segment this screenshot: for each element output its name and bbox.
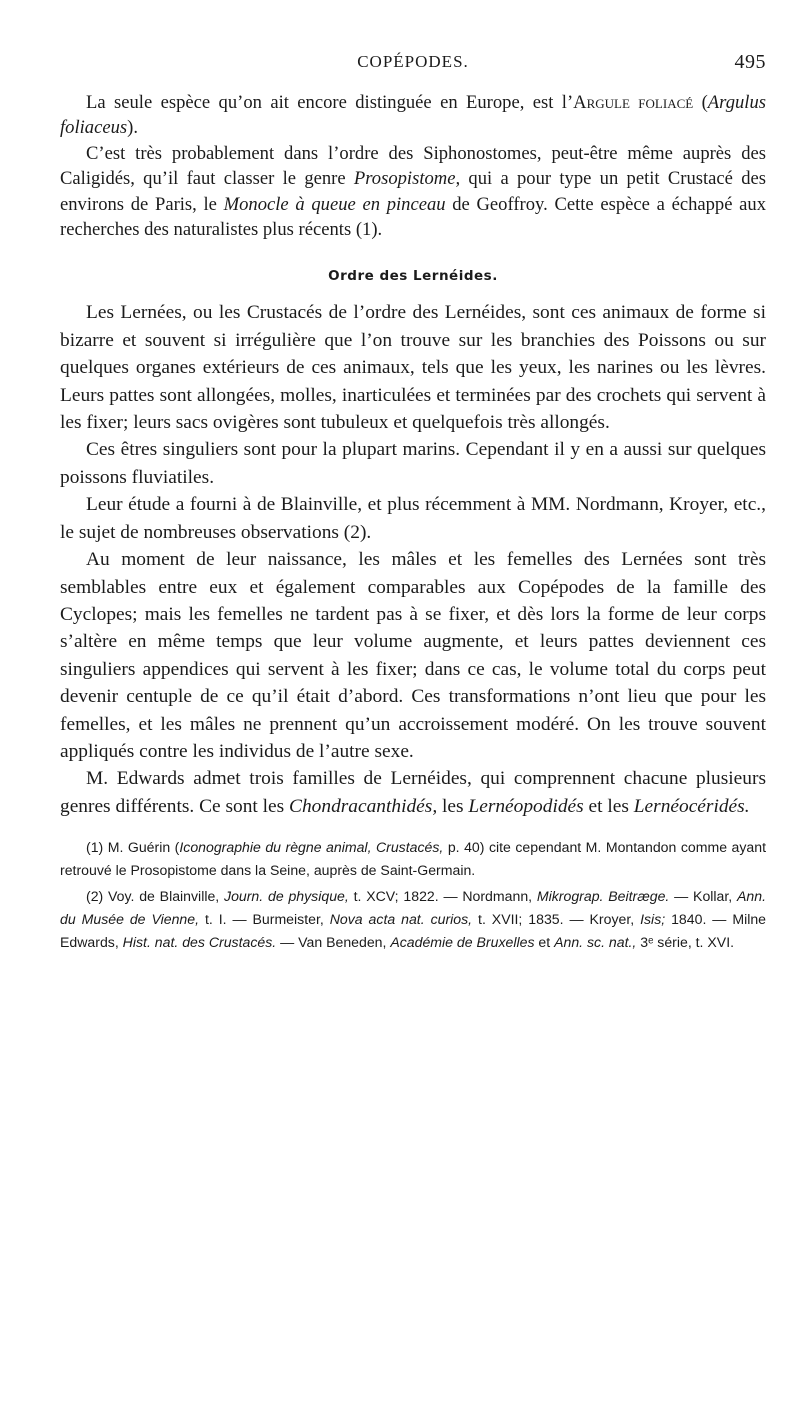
text-run: de Geoffroy. Cette espèce a échappé aux recherches des naturalistes plus récents (1). [60,193,767,241]
page-header [60,52,766,90]
text-run: — Kollar, [669,888,738,905]
text-run: La seule espèce qu’on ait encore distinguée en Europe, est l’ [86,92,574,113]
paragraph [60,141,766,243]
italic-text: Lernéocéridés. [633,795,750,817]
text-run: 1840. — Milne Edwards, [60,911,767,951]
text-run: et les [583,795,634,817]
running-title: COPÉPODES. [357,52,469,71]
footnotes [60,836,766,954]
text-run: 3ᵉ série, t. XVI. [636,934,735,951]
text-run: — Van Beneden, [276,934,391,951]
italic-text: Ann. sc. nat., [554,934,637,951]
italic-text: Argulus foliaceus [60,92,766,139]
footnote [60,885,766,954]
text-run: Ces êtres singuliers sont pour la plupart marins. Cependant il y en a aussi sur quelques poissons fluviatiles. [60,439,766,488]
paragraph [60,546,766,765]
italic-text: Monocle à queue en pinceau [223,193,446,215]
italic-text: Isis; [640,911,666,928]
text-run: les [437,795,469,817]
italic-text: Prosopistome, [353,168,461,190]
text-run: qui a pour type un petit Crustacé des environs de Paris, le [60,168,766,215]
paragraph [60,765,766,820]
text-run: Leur étude a fourni à de Blainville, et plus récemment à MM. Nordmann, Kroyer, etc., le sujet de nombreuses observations (2). [60,494,766,543]
text-run: C’est très probablement dans l’ordre des Siphonostomes, peut-être même auprès des Caligidés, qu’il faut classer le genre [60,142,766,190]
paragraph [60,436,766,491]
small-caps-text: Argule foliacé [573,92,694,113]
paragraph [60,491,766,546]
text-run: ). [127,117,138,139]
italic-text: Iconographie du règne animal, Crustacés, [179,839,444,856]
page-number: 495 [734,51,766,73]
main-text [60,299,766,820]
text-run: et [534,934,555,951]
italic-text: Mikrograp. Beitræge. [536,888,670,905]
italic-text: Ann. du Musée de Vienne, [60,888,767,928]
text-run: Les Lernées, ou les Crustacés de l’ordre des Lernéides, sont ces animaux de forme si bizarre et souvent si irrégulière que l’on trouve sur les branchies des Poissons ou sur quelques organes extérieurs de ces animaux, tels que les yeux, les narines ou les lèvres. Leurs pattes sont allongées, molles, inarticulées et terminées par des crochets qui servent à les fixer; leurs sacs ovigères sont tubuleux et quelquefois très allongés. [60,302,766,434]
text-run: p. 40) cite cependant M. Montandon comme ayant retrouvé le Prosopistome dans la Seine, auprès de Saint-Germain. [60,839,767,879]
text-run: (2) Voy. de Blainville, [86,888,225,905]
italic-text: Académie de Bruxelles [390,934,535,951]
italic-text: Journ. de physique, [224,888,349,905]
text-run: ( [693,92,708,113]
italic-text: Nova acta nat. curios, [329,911,473,928]
section-title: Ordre des Lernéides. [328,268,498,285]
italic-text: Hist. nat. des Crustacés. [122,934,277,951]
footnote [60,836,766,882]
text-run: M. Edwards admet trois familles de Lernéides, qui comprennent chacune plusieurs genres différents. Ce sont les [60,768,766,817]
paragraph [60,299,766,436]
text-run: t. XVII; 1835. — Kroyer, [472,911,641,928]
text-run: t. I. — Burmeister, [199,911,330,928]
text-run: Au moment de leur naissance, les mâles et les femelles des Lernées sont très semblables entre eux et également comparables aux Copépodes de la famille des Cyclopes; mais les femelles ne tardent pas à se fixer, et dès lors la forme de leur corps s’altère en même temps que leur volume augmente, et leurs pattes deviennent ces singuliers appendices qui servent à les fixer; dans ce cas, le volume total du corps peut devenir centuple de ce qu’il était d’abord. Ces transformations n’ont lieu que pour les femelles, et les mâles ne prennent qu’un accroissement modéré. On les trouve souvent appliqués contre les individus de l’autre sexe. [60,549,766,762]
paragraph [60,90,766,141]
intro-text [60,90,766,242]
italic-text: Lernéopodidés [468,795,584,817]
book-page [60,52,766,954]
text-run: (1) M. Guérin ( [86,839,180,856]
text-run: t. XCV; 1822. — Nordmann, [348,888,537,905]
italic-text: Chondracanthidés, [289,795,438,817]
